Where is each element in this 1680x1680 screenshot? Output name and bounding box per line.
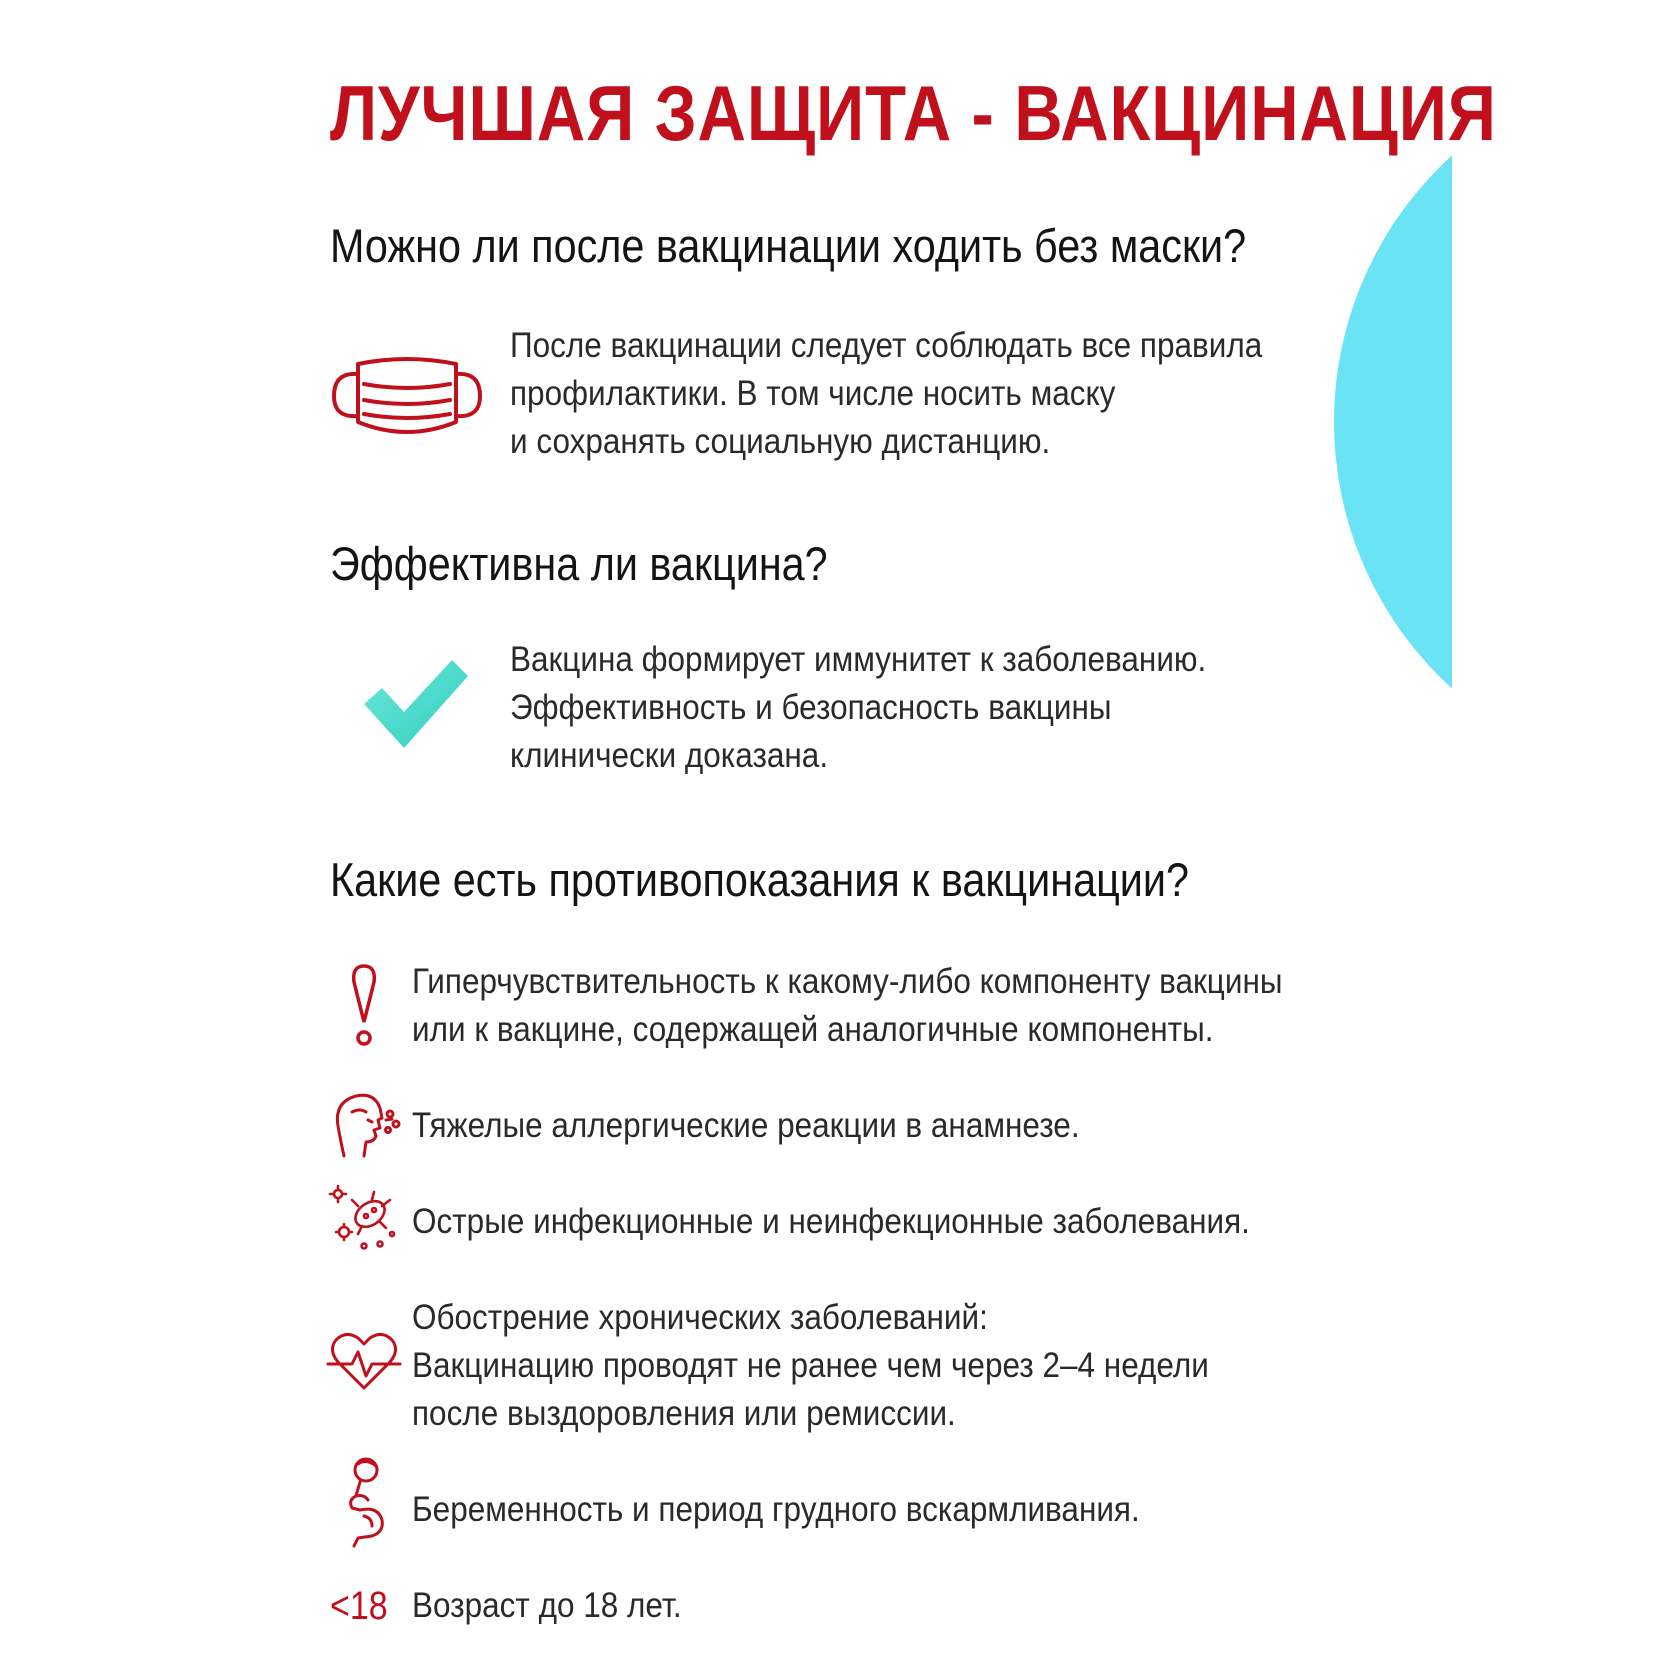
contraindication-item xyxy=(412,1102,1080,1150)
checkmark-icon xyxy=(360,656,472,756)
question-efficacy: Эффективна ли вакцина? xyxy=(330,537,828,590)
page-title: ЛУЧШАЯ ЗАЩИТА - ВАКЦИНАЦИЯ xyxy=(330,69,1497,157)
question-mask: Можно ли после вакцинации ходить без маски? xyxy=(330,219,1247,272)
item-line: или к вакцине, содержащей аналогичные компоненты. xyxy=(412,1010,1214,1049)
answer-efficacy xyxy=(510,636,1206,780)
answer-mask xyxy=(510,322,1262,466)
answer-line: После вакцинации следует соблюдать все правила xyxy=(510,326,1263,365)
face-mask-icon xyxy=(328,356,486,440)
item-line: Вакцинацию проводят не ранее чем через 2–4 недели xyxy=(412,1346,1209,1385)
decorative-cyan-circle xyxy=(1334,62,1452,782)
item-line: Беременность и период грудного вскармливания. xyxy=(412,1490,1140,1529)
item-line: Тяжелые аллергические реакции в анамнезе. xyxy=(412,1106,1080,1145)
sneezing-person-icon xyxy=(330,1090,402,1160)
item-line: после выздоровления или ремиссии. xyxy=(412,1394,956,1433)
contraindication-item xyxy=(412,1486,1140,1534)
contraindication-item xyxy=(412,1198,1250,1246)
answer-line: клинически доказана. xyxy=(510,736,829,775)
contraindication-item xyxy=(412,958,1282,1054)
item-line: Возраст до 18 лет. xyxy=(412,1586,682,1625)
exclamation-icon xyxy=(346,962,382,1048)
virus-bacteria-icon xyxy=(328,1184,400,1256)
question-contraindications: Какие есть противопоказания к вакцинации? xyxy=(330,853,1189,906)
item-line: Острые инфекционные и неинфекционные заболевания. xyxy=(412,1202,1250,1241)
answer-line: Вакцина формирует иммунитет к заболеванию. xyxy=(510,640,1207,679)
contraindication-item xyxy=(412,1582,682,1630)
answer-line: Эффективность и безопасность вакцины xyxy=(510,688,1112,727)
answer-line: и сохранять социальную дистанцию. xyxy=(510,422,1051,461)
pregnant-woman-icon xyxy=(338,1456,398,1548)
item-line: Гиперчувствительность к какому-либо компоненту вакцины xyxy=(412,962,1283,1001)
age-limit-icon: <18 xyxy=(330,1584,388,1628)
item-line: Обострение хронических заболеваний: xyxy=(412,1298,988,1337)
answer-line: профилактики. В том числе носить маску xyxy=(510,374,1116,413)
heart-pulse-icon xyxy=(326,1330,402,1392)
contraindication-item xyxy=(412,1294,1209,1438)
